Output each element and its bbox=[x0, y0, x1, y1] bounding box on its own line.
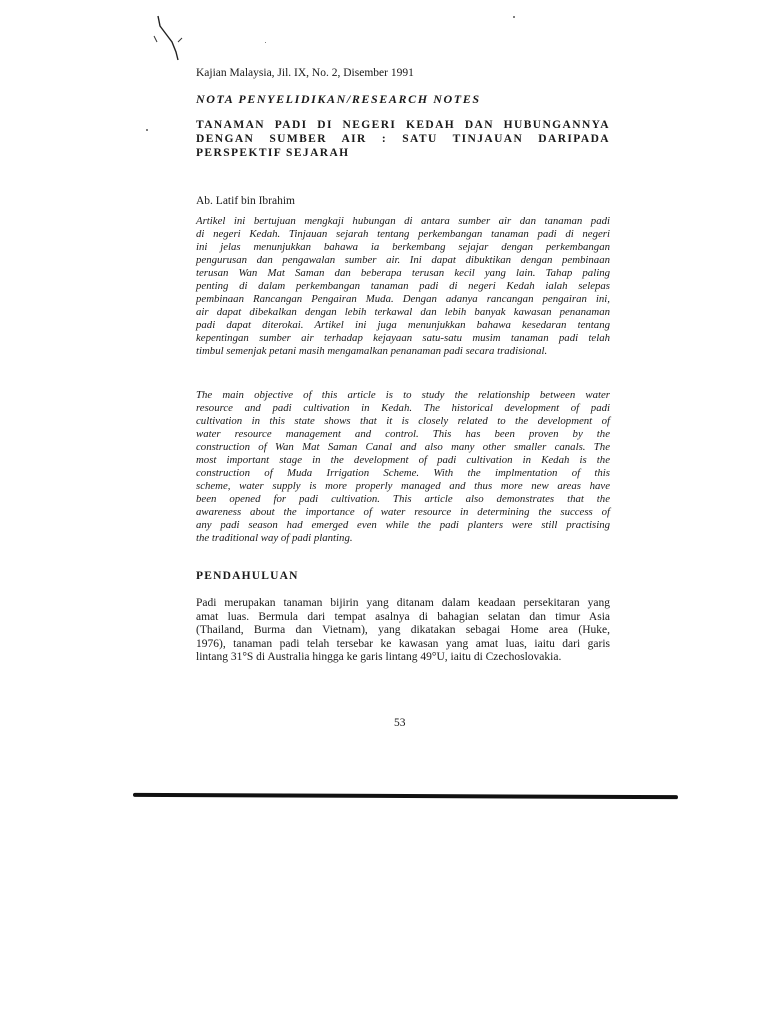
abstract-line: di negeri Kedah. Tinjauan sejarah tentang perkembangan tanaman padi di negeri bbox=[196, 228, 610, 240]
abstract-line: air dapat dibekalkan dengan lebih terkawal dan lebih banyak kawasan penanaman bbox=[196, 306, 610, 318]
abstract-english bbox=[196, 389, 610, 545]
title-line: PERSPEKTIF SEJARAH bbox=[196, 147, 350, 159]
title-line: DENGAN SUMBER AIR : SATU TINJAUAN DARIPADA bbox=[196, 133, 610, 145]
author-name: Ab. Latif bin Ibrahim bbox=[196, 195, 296, 207]
page-bottom-rule bbox=[133, 793, 678, 799]
abstract-line: the traditional way of padi planting. bbox=[196, 532, 353, 544]
speck bbox=[146, 129, 148, 131]
body-line: amat luas. Bermula dari tempat asalnya di bahagian selatan dan timur Asia bbox=[196, 610, 610, 623]
scan-mark-icon bbox=[150, 12, 190, 62]
page-number: 53 bbox=[394, 717, 406, 729]
abstract-line: cultivation in this state shows that it is closely related to the development of bbox=[196, 415, 610, 427]
abstract-line: water resource management and control. This has been proven by the bbox=[196, 428, 610, 440]
abstract-line: padi dapat diterokai. Artikel ini juga menunjukkan bahawa kesedaran tentang bbox=[196, 319, 610, 331]
abstract-line: pembinaan Rancangan Pengairan Muda. Dengan adanya rancangan pengairan ini, bbox=[196, 293, 610, 305]
speck bbox=[265, 42, 266, 43]
abstract-line: any padi season had emerged even while the padi planters were still practising bbox=[196, 519, 610, 531]
abstract-line: Artikel ini bertujuan mengkaji hubungan di antara sumber air dan tanaman padi bbox=[196, 215, 610, 227]
body-line: lintang 31°S di Australia hingga ke garis lintang 49°U, iaitu di Czechoslovakia. bbox=[196, 651, 562, 664]
section-heading: NOTA PENYELIDIKAN/RESEARCH NOTES bbox=[196, 92, 481, 106]
body-line: 1976), tanaman padi telah tersebar ke kawasan yang amat luas, iaitu dari garis bbox=[196, 637, 610, 650]
journal-citation: Kajian Malaysia, Jil. IX, No. 2, Disember 1991 bbox=[196, 67, 414, 79]
abstract-line: penting di dalam perkembangan tanaman padi di negeri Kedah ialah selepas bbox=[196, 280, 610, 292]
body-line: Padi merupakan tanaman bijirin yang ditanam dalam keadaan persekitaran yang bbox=[196, 597, 610, 609]
abstract-malay bbox=[196, 215, 610, 358]
abstract-line: construction of Wan Mat Saman Canal and also many other smaller canals. The bbox=[196, 441, 610, 453]
speck bbox=[513, 16, 515, 18]
article-title bbox=[196, 118, 610, 160]
section-title: PENDAHULUAN bbox=[196, 570, 299, 582]
abstract-line: been opened for padi cultivation. This article also demonstrates that the bbox=[196, 493, 610, 505]
body-paragraph bbox=[196, 597, 610, 665]
abstract-line: pengurusan dan pengawalan sumber air. Ini dapat dibuktikan dengan pembinaan bbox=[196, 254, 610, 266]
title-line: TANAMAN PADI DI NEGERI KEDAH DAN HUBUNGANNYA bbox=[196, 119, 610, 131]
abstract-line: ini jelas menunjukkan bahawa ia berkembang sejajar dengan perkembangan bbox=[196, 241, 610, 253]
abstract-line: construction of Muda Irrigation Scheme. With the implmentation of this bbox=[196, 467, 610, 479]
abstract-line: The main objective of this article is to study the relationship between water bbox=[196, 389, 610, 401]
abstract-line: resource and padi cultivation in Kedah. The historical development of padi bbox=[196, 402, 610, 414]
abstract-line: timbul semenjak petani masih mengamalkan penanaman padi secara tradisional. bbox=[196, 345, 548, 357]
abstract-line: terusan Wan Mat Saman dan beberapa terusan kecil yang lain. Tahap paling bbox=[196, 267, 610, 279]
abstract-line: awareness about the importance of water resource in determining the success of bbox=[196, 506, 610, 518]
abstract-line: kepentingan sumber air terhadap kejayaan satu-satu musim tanaman padi telah bbox=[196, 332, 610, 344]
body-line: (Thailand, Burma dan Vietnam), yang dikatakan sebagai Home area (Huke, bbox=[196, 624, 610, 637]
abstract-line: scheme, water supply is more properly managed and thus more new areas have bbox=[196, 480, 610, 492]
abstract-line: most important stage in the development of padi cultivation in Kedah is the bbox=[196, 454, 610, 466]
